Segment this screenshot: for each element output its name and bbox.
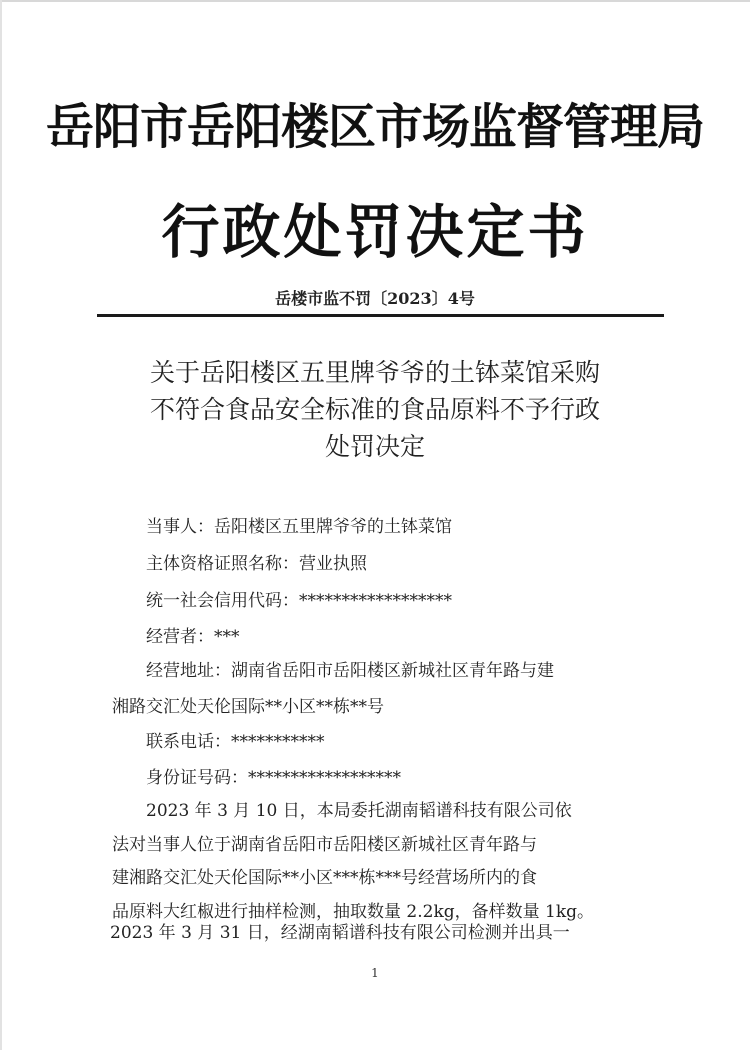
- business-address-cont: 湘路交汇处天伦国际**小区**栋**号: [112, 697, 384, 717]
- subject-line: 处罚决定: [324, 432, 425, 461]
- license-name: 主体资格证照名称：营业执照: [146, 554, 367, 574]
- decision-subject: [110, 354, 640, 465]
- body-paragraph-line: 2023 年 3 月 31 日，经湖南韬谱科技有限公司检测并出具一: [110, 923, 570, 943]
- body-paragraph-line: 建湘路交汇处天伦国际**小区***栋***号经营场所内的食: [112, 868, 537, 888]
- operator: 经营者：***: [146, 627, 240, 647]
- document-type-title: 行政处罚决定书: [161, 198, 589, 266]
- scan-edge: [0, 0, 750, 2]
- party-name: 当事人：岳阳楼区五里牌爷爷的土钵菜馆: [146, 517, 452, 537]
- business-address: 经营地址：湖南省岳阳市岳阳楼区新城社区青年路与建: [146, 661, 554, 681]
- id-number: 身份证号码：******************: [146, 768, 401, 788]
- scan-edge: [0, 0, 2, 1050]
- contact-phone: 联系电话：***********: [146, 732, 325, 752]
- header-divider: [97, 314, 664, 317]
- body-paragraph-line: 2023 年 3 月 10 日，本局委托湖南韬谱科技有限公司依: [146, 801, 572, 821]
- body-paragraph-line: 品原料大红椒进行抽样检测，抽取数量 2.2kg，备样数量 1kg。: [112, 902, 595, 922]
- page-number: 1: [371, 966, 379, 980]
- subject-line: 关于岳阳楼区五里牌爷爷的土钵菜馆采购: [149, 358, 600, 387]
- subject-line: 不符合食品安全标准的食品原料不予行政: [149, 395, 600, 424]
- document-number: 岳楼市监不罚〔2023〕4号: [275, 289, 475, 308]
- agency-title: 岳阳市岳阳楼区市场监督管理局: [45, 99, 704, 155]
- body-paragraph-line: 法对当事人位于湖南省岳阳市岳阳楼区新城社区青年路与: [112, 835, 537, 855]
- credit-code: 统一社会信用代码：******************: [146, 591, 452, 611]
